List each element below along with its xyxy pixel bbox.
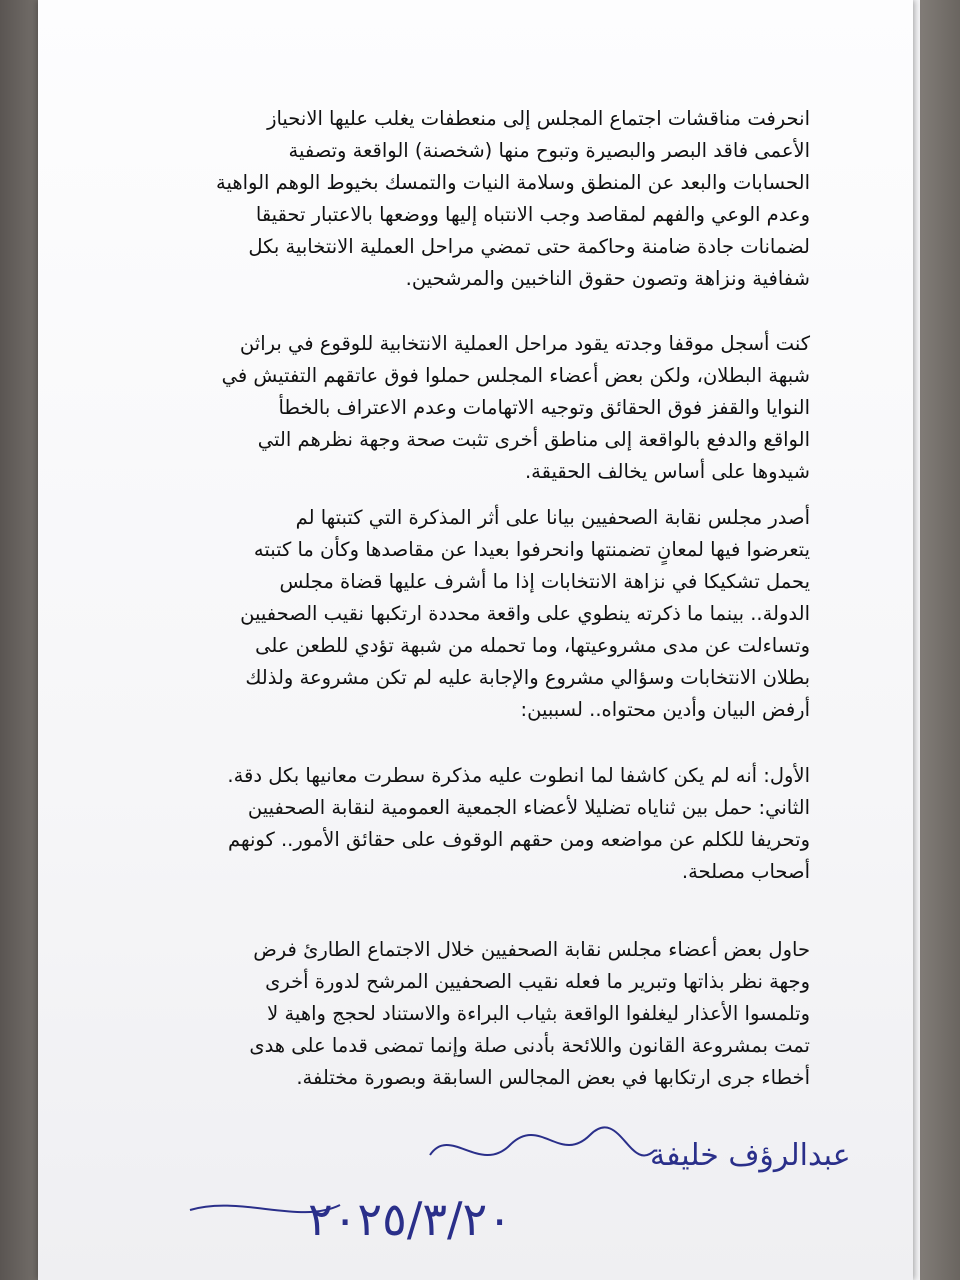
signature-name: عبدالرؤف خليفة <box>650 1138 851 1173</box>
signature-stroke <box>430 1127 655 1155</box>
signature-date: ٢٠٢٥/٣/٢٠ <box>308 1192 512 1246</box>
paragraph-2: كنت أسجل موقفا وجدته يقود مراحل العملية الانتخابية للوقوع في براثن شبهة البطلان، ولكن بعض أعضاء المجلس حملوا فوق عاتقهم التفتيش في النوايا والقفز فوق الحقائق وتوجيه الاتهامات وعدم الاعتراف بالخطأ الواقع والدفع بالواقعة إلى مناطق أخرى تثبت صحة وجهة نظرهم التي شيدوها على أساس يخالف الحقيقة. <box>221 332 810 483</box>
paragraph-4: الأول: أنه لم يكن كاشفا لما انطوت عليه مذكرة سطرت معانيها بكل دقة. الثاني: حمل بين ثناياه تضليلا لأعضاء الجمعية العمومية لنقابة الصحفيين وتحريفا للكلم عن مواضعه ومن حقهم الوقوف على حقائق الأمور.. كونهم أصحاب مصلحة. <box>227 764 810 883</box>
paragraph-5: حاول بعض أعضاء مجلس نقابة الصحفيين خلال الاجتماع الطارئ فرض وجهة نظر بذاتها وتبرير ما فعله نقيب الصحفيين المرشح لدورة أخرى وتلمسوا الأعذار ليغلفوا الواقعة بثياب البراءة والاستناد لحجج واهية لا تمت بمشروعة القانون واللائحة بأدنى صلة وإنما تمضى قدما على هدى أخطاء جرى ارتكابها في بعض المجالس السابقة وبصورة مختلفة. <box>249 938 810 1089</box>
handwritten-signature <box>180 1115 851 1265</box>
paragraph-1: انحرفت مناقشات اجتماع المجلس إلى منعطفات يغلب عليها الانحياز الأعمى فاقد البصر والبصيرة وتبوح منها (شخصنة) الواقعة وتصفية الحسابات والبعد عن المنطق وسلامة النيات والتمسك بخيوط الوهم الواهية وعدم الوعي والفهم لمقاصد وجب الانتباه إليها ووضعها بالاعتبار تحقيقا لضمانات جادة ضامنة وحاكمة حتى تمضي مراحل العملية الانتخابية بكل شفافية ونزاهة وتصون حقوق الناخبين والمرشحين. <box>215 107 810 290</box>
paragraph-3: أصدر مجلس نقابة الصحفيين بيانا على أثر المذكرة التي كتبتها لم يتعرضوا فيها لمعانٍ تضمنتها وانحرفوا بعيدا عن مقاصدها وكأن ما كتبته يحمل تشكيكا في نزاهة الانتخابات إذا ما أشرف عليها قضاة مجلس الدولة.. بينما ما ذكرته ينطوي على واقعة محددة ارتكبها نقيب الصحفيين وتساءلت عن مدى مشروعيتها، وما تحمله من شبهة تؤدي للطعن على بطلان الانتخابات وسؤالي مشروع والإجابة عليه لم تكن مشروعة ولذلك أرفض البيان وأدين محتواه.. لسببين: <box>240 506 810 721</box>
